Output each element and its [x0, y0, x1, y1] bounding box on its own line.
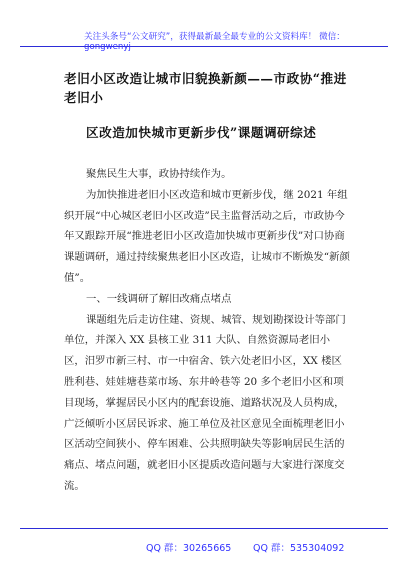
paragraph-background: 为加快推进老旧小区改造和城市更新步伐，继 2021 年组织开展“中心城区老旧小区改造”民主监督活动之后，市政协今年又跟踪开展“推进老旧小区改造加快城市更新步伐”对口协商课题调研，通过持续聚焦老旧小区改造，让城市不断焕发“新颜值”。 — [64, 188, 350, 284]
header-banner-text: 关注头条号“公文研究”，获得最新最全最专业的公文资料库！ 微信：gongwenyj — [84, 32, 345, 52]
footer-qq-group-1: QQ 群：30265665 — [146, 543, 232, 554]
paragraph-research: 课题组先后走访住建、资规、城管、规划勘探设计等部门单位，并深入 XX 县核工业 311 大队、自然资源局老旧小区，汨罗市新三村、市一中宿舍、铁六处老旧小区，XX 楼区胜利巷、娃娃塘巷菜市场、东井岭巷等 20 多个老旧小区和项目现场，掌握居民小区内的配套设施、道路状况及人员构成，广泛倾听小区居民诉求、施工单位及社区意见全面梳理老旧小区活动空间狭小、停车困难、公共照明缺失等影响居民生活的痛点、堵点问题，就老旧小区提质改造问题与大家进行深度交流。 — [64, 313, 346, 492]
document-title-line2: 区改造加快城市更新步伐”课题调研综述 — [86, 125, 317, 140]
section-heading-1: 一、一线调研了解旧改痛点堵点 — [86, 292, 232, 305]
document-body — [64, 164, 350, 497]
footer — [20, 528, 388, 553]
header-banner — [20, 8, 388, 52]
paragraph-intro: 聚焦民生大事，政协持续作为。 — [86, 168, 232, 180]
footer-qq-group-2: QQ 群：535304092 — [253, 543, 345, 554]
document-title-line1: 老旧小区改造让城市旧貌换新颜——市政协“推进老旧小 — [64, 71, 347, 105]
